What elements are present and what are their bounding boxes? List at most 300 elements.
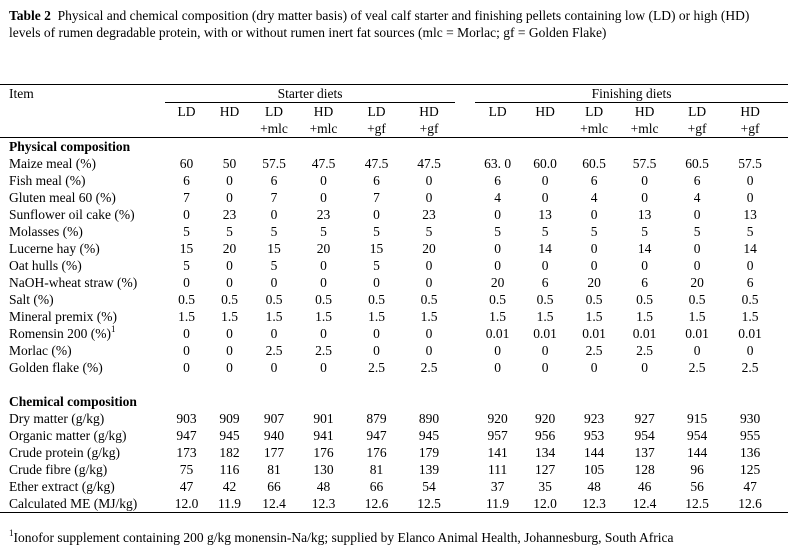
section-row <box>0 138 788 156</box>
finishing-value: 60.0 <box>533 156 557 171</box>
starter-value: 0 <box>373 326 380 341</box>
starter-value: 901 <box>313 411 334 426</box>
starter-column-header: LD <box>265 104 283 119</box>
finishing-value: 0 <box>590 360 598 375</box>
finishing-value: 0 <box>693 258 701 273</box>
column-spacer <box>777 478 788 495</box>
finishing-value: 956 <box>534 428 556 443</box>
finishing-value: 1.5 <box>636 309 654 324</box>
finishing-value: 5 <box>541 224 549 239</box>
finishing-value: 0.01 <box>485 326 510 341</box>
row-label <box>0 478 165 495</box>
table-row <box>0 291 788 308</box>
starter-value: 0 <box>183 275 190 290</box>
column-spacer <box>777 444 788 461</box>
table-label: Table 2 <box>9 8 51 23</box>
starter-value: 50 <box>222 156 237 171</box>
column-gap <box>455 359 475 376</box>
column-gap <box>455 461 475 478</box>
starter-value: 0 <box>320 275 327 290</box>
starter-value: 0 <box>425 326 433 341</box>
starter-value: 0 <box>320 258 327 273</box>
starter-value: 130 <box>313 462 334 477</box>
finishing-value: 954 <box>686 428 708 443</box>
finishing-value: 0 <box>590 258 598 273</box>
starter-value: 0 <box>425 275 433 290</box>
column-spacer <box>777 120 788 138</box>
finishing-value: 5 <box>746 224 754 239</box>
finishing-value: 37 <box>490 479 505 494</box>
starter-value: 5 <box>183 224 190 239</box>
finishing-column-header: LD <box>585 104 604 119</box>
finishing-value: 0 <box>693 343 701 358</box>
finishing-value: 0 <box>494 207 501 222</box>
table-row <box>0 495 788 513</box>
footnote-marker: 1 <box>9 528 14 538</box>
finishing-value: 2.5 <box>585 343 603 358</box>
finishing-value: 2.5 <box>688 360 706 375</box>
finishing-column-header: +gf <box>723 120 777 138</box>
starter-value: 0 <box>226 360 233 375</box>
starter-value: 176 <box>366 445 387 460</box>
row-label <box>0 427 165 444</box>
starter-value: 0 <box>183 343 190 358</box>
starter-value: 139 <box>418 462 440 477</box>
starter-value: 0 <box>226 343 233 358</box>
starter-value: 0 <box>425 173 433 188</box>
finishing-value: 920 <box>487 411 508 426</box>
header-spacer <box>0 120 165 138</box>
blank-row <box>0 376 788 393</box>
table-row <box>0 325 788 342</box>
finishing-value: 12.3 <box>570 495 618 513</box>
column-gap <box>455 342 475 359</box>
starter-value: 0 <box>270 275 278 290</box>
starter-value: 0 <box>226 275 233 290</box>
starter-value: 5 <box>270 224 278 239</box>
row-label <box>0 495 165 513</box>
starter-value: 879 <box>366 411 387 426</box>
finishing-value: 20 <box>490 275 505 290</box>
finishing-column-header: LD <box>488 104 507 119</box>
finishing-column-header: HD <box>634 104 655 119</box>
finishing-column-header: +mlc <box>618 120 671 138</box>
starter-value: 23 <box>222 207 237 222</box>
starter-value: 20 <box>316 241 331 256</box>
starter-value: 909 <box>219 411 240 426</box>
row-label-text: Dry matter (g/kg) <box>9 411 105 426</box>
finishing-value: 0.5 <box>636 292 654 307</box>
starter-value: 907 <box>263 411 285 426</box>
finishing-value: 57.5 <box>632 156 657 171</box>
column-gap <box>455 478 475 495</box>
column-spacer <box>777 359 788 376</box>
column-gap <box>455 291 475 308</box>
starter-value: 5 <box>320 224 327 239</box>
finishing-value: 0.5 <box>688 292 706 307</box>
column-spacer <box>777 325 788 342</box>
finishing-column-header <box>520 120 570 138</box>
starter-value: 947 <box>366 428 387 443</box>
finishing-value: 915 <box>686 411 708 426</box>
finishing-value: 134 <box>534 445 556 460</box>
finishing-value: 56 <box>690 479 704 494</box>
header-spacer <box>0 103 165 121</box>
finishing-value: 4 <box>693 190 701 205</box>
finishing-value: 5 <box>641 224 648 239</box>
table-row <box>0 444 788 461</box>
section-title: Chemical composition <box>9 394 137 409</box>
starter-value: 0 <box>226 190 233 205</box>
column-spacer <box>777 308 788 325</box>
finishing-value: 0 <box>641 258 648 273</box>
starter-value: 6 <box>183 173 190 188</box>
starter-value: 15 <box>267 241 281 256</box>
starter-value: 0 <box>425 258 433 273</box>
finishing-value: 6 <box>494 173 501 188</box>
starter-column-header: +mlc <box>297 120 350 138</box>
table-row <box>0 427 788 444</box>
finishing-column-header: HD <box>740 104 760 119</box>
row-label-text: NaOH-wheat straw (%) <box>9 275 138 290</box>
finishing-value: 1.5 <box>688 309 706 324</box>
starter-value: 7 <box>183 190 190 205</box>
finishing-value: 57.5 <box>738 156 762 171</box>
starter-value: 5 <box>373 224 380 239</box>
finishing-diets-header: Finishing diets <box>475 85 788 103</box>
column-gap <box>455 308 475 325</box>
starter-value: 0 <box>226 258 233 273</box>
column-spacer <box>777 155 788 172</box>
finishing-value: 0 <box>541 360 549 375</box>
starter-value: 941 <box>313 428 334 443</box>
finishing-value: 0.01 <box>738 326 762 341</box>
finishing-value: 0.5 <box>489 292 507 307</box>
starter-column-header: HD <box>419 104 439 119</box>
starter-value: 182 <box>219 445 240 460</box>
starter-value: 66 <box>369 479 384 494</box>
starter-value: 0 <box>183 326 190 341</box>
starter-column-header: LD <box>367 104 386 119</box>
row-label <box>0 410 165 427</box>
starter-value: 5 <box>226 224 233 239</box>
finishing-value: 0 <box>590 207 598 222</box>
table-row <box>0 240 788 257</box>
starter-value: 0 <box>183 360 190 375</box>
starter-column-header <box>165 120 208 138</box>
finishing-value: 0 <box>746 173 754 188</box>
row-label-text: Gluten meal 60 (%) <box>9 190 116 205</box>
finishing-value: 0 <box>641 190 648 205</box>
starter-value: 48 <box>316 479 331 494</box>
table-caption-text: Physical and chemical composition (dry matter basis) of veal calf starter and finishing pellets containing low (LD) or high (HD) levels of rumen degradable protein, with or without rumen inert fat sources (mlc = Morlac; gf = Golden Flake) <box>9 8 750 40</box>
finishing-value: 0.5 <box>536 292 554 307</box>
section-row <box>0 393 788 410</box>
starter-value: 890 <box>418 411 440 426</box>
finishing-value: 0 <box>494 258 501 273</box>
finishing-value: 0 <box>746 343 754 358</box>
column-gap <box>455 189 475 206</box>
starter-value: 0 <box>320 326 327 341</box>
column-gap <box>455 172 475 189</box>
finishing-value: 5 <box>590 224 598 239</box>
finishing-value: 1.5 <box>585 309 603 324</box>
row-label-text: Golden flake (%) <box>9 360 103 375</box>
finishing-value: 0.5 <box>741 292 759 307</box>
table-row <box>0 478 788 495</box>
column-spacer <box>777 427 788 444</box>
starter-value: 179 <box>418 445 440 460</box>
column-spacer <box>777 410 788 427</box>
row-label-text: Crude fibre (g/kg) <box>9 462 108 477</box>
starter-value: 2.5 <box>420 360 438 375</box>
finishing-value: 0.01 <box>582 326 606 341</box>
starter-value: 60 <box>179 156 194 171</box>
finishing-value: 137 <box>634 445 655 460</box>
starter-value: 2.5 <box>368 360 385 375</box>
finishing-value: 20 <box>690 275 704 290</box>
finishing-value: 5 <box>693 224 701 239</box>
starter-value: 47.5 <box>311 156 336 171</box>
starter-value: 903 <box>176 411 197 426</box>
starter-value: 0 <box>270 326 278 341</box>
column-spacer <box>777 461 788 478</box>
row-label <box>0 325 165 342</box>
composition-table <box>0 84 788 513</box>
column-gap <box>455 325 475 342</box>
finishing-column-header: +gf <box>671 120 723 138</box>
section-title: Physical composition <box>9 139 131 154</box>
row-label-text: Salt (%) <box>9 292 54 307</box>
finishing-value: 12.6 <box>723 495 777 513</box>
row-label-text: Morlac (%) <box>9 343 72 358</box>
starter-value: 1.5 <box>178 309 195 324</box>
finishing-value: 6 <box>641 275 648 290</box>
row-label <box>0 308 165 325</box>
starter-value: 20 <box>222 241 237 256</box>
column-header-row-2 <box>0 120 788 138</box>
finishing-value: 4 <box>590 190 598 205</box>
finishing-value: 141 <box>487 445 508 460</box>
column-gap <box>455 223 475 240</box>
starter-value: 81 <box>369 462 384 477</box>
starter-value: 0 <box>226 326 233 341</box>
starter-value: 6 <box>373 173 380 188</box>
finishing-column-header <box>475 120 520 138</box>
row-label-text: Molasses (%) <box>9 224 83 239</box>
starter-value: 47 <box>179 479 194 494</box>
starter-column-header: +gf <box>350 120 403 138</box>
finishing-value: 13 <box>538 207 552 222</box>
finishing-value: 6 <box>590 173 598 188</box>
table-row <box>0 359 788 376</box>
row-label <box>0 240 165 257</box>
starter-value: 12.3 <box>297 495 350 513</box>
starter-value: 0 <box>425 190 433 205</box>
finishing-value: 0 <box>641 173 648 188</box>
finishing-value: 1.5 <box>741 309 759 324</box>
table-row <box>0 189 788 206</box>
starter-value: 0 <box>373 343 380 358</box>
starter-value: 11.9 <box>208 495 251 513</box>
column-spacer <box>777 274 788 291</box>
row-label-text: Maize meal (%) <box>9 156 96 171</box>
finishing-value: 48 <box>587 479 601 494</box>
finishing-value: 0 <box>590 241 598 256</box>
finishing-value: 128 <box>634 462 655 477</box>
group-header-row <box>0 85 788 103</box>
finishing-value: 144 <box>686 445 708 460</box>
finishing-value: 35 <box>538 479 552 494</box>
starter-value: 15 <box>369 241 384 256</box>
starter-value: 176 <box>313 445 334 460</box>
item-header: Item <box>0 85 165 103</box>
starter-value: 7 <box>270 190 278 205</box>
starter-value: 0 <box>373 275 380 290</box>
table-row <box>0 410 788 427</box>
finishing-value: 920 <box>534 411 556 426</box>
starter-diets-header: Starter diets <box>165 85 455 103</box>
column-gap <box>455 257 475 274</box>
column-spacer <box>777 206 788 223</box>
row-label <box>0 444 165 461</box>
column-gap <box>455 444 475 461</box>
row-label <box>0 274 165 291</box>
footnote <box>9 529 779 546</box>
finishing-value: 0 <box>641 360 648 375</box>
finishing-value: 0 <box>541 173 549 188</box>
table-caption <box>9 7 779 41</box>
column-spacer <box>777 257 788 274</box>
finishing-value: 0 <box>746 258 754 273</box>
footnote-text: Ionofor supplement containing 200 g/kg monensin-Na/kg; supplied by Elanco Animal Health, Johannesburg, South Africa <box>13 530 674 545</box>
starter-value: 20 <box>422 241 436 256</box>
finishing-value: 14 <box>637 241 652 256</box>
starter-value: 0 <box>320 360 327 375</box>
finishing-value: 105 <box>583 462 605 477</box>
finishing-value: 930 <box>739 411 761 426</box>
starter-column-header: +mlc <box>251 120 297 138</box>
finishing-value: 20 <box>587 275 601 290</box>
row-label-text: Sunflower oil cake (%) <box>9 207 135 222</box>
starter-value: 12.5 <box>403 495 455 513</box>
finishing-value: 125 <box>739 462 761 477</box>
starter-value: 0.5 <box>265 292 283 307</box>
starter-value: 0.5 <box>178 292 195 307</box>
finishing-value: 111 <box>487 462 508 477</box>
starter-value: 0 <box>226 173 233 188</box>
starter-value: 54 <box>422 479 436 494</box>
starter-value: 0 <box>320 173 327 188</box>
starter-value: 12.4 <box>251 495 297 513</box>
starter-column-header: LD <box>177 104 196 119</box>
starter-column-header: HD <box>219 104 240 119</box>
finishing-value: 0 <box>693 241 701 256</box>
starter-value: 0 <box>183 207 190 222</box>
starter-value: 945 <box>418 428 440 443</box>
table-row <box>0 308 788 325</box>
starter-value: 12.0 <box>165 495 208 513</box>
starter-column-header: HD <box>313 104 334 119</box>
finishing-value: 0 <box>541 190 549 205</box>
starter-value: 75 <box>179 462 194 477</box>
finishing-value: 4 <box>494 190 501 205</box>
starter-value: 6 <box>270 173 278 188</box>
starter-value: 23 <box>316 207 331 222</box>
starter-value: 1.5 <box>368 309 385 324</box>
starter-value: 2.5 <box>265 343 283 358</box>
finishing-value: 63. 0 <box>484 156 512 171</box>
column-spacer <box>777 495 788 513</box>
column-spacer <box>777 291 788 308</box>
table-row <box>0 342 788 359</box>
table-row <box>0 155 788 172</box>
table-row <box>0 274 788 291</box>
finishing-value: 953 <box>583 428 605 443</box>
finishing-value: 14 <box>743 241 757 256</box>
row-label <box>0 206 165 223</box>
starter-value: 12.6 <box>350 495 403 513</box>
starter-value: 0 <box>270 360 278 375</box>
finishing-value: 923 <box>583 411 605 426</box>
column-gap <box>455 240 475 257</box>
row-label <box>0 257 165 274</box>
row-label-text: Oat hulls (%) <box>9 258 82 273</box>
finishing-value: 14 <box>538 241 552 256</box>
starter-value: 5 <box>425 224 433 239</box>
finishing-value: 0.01 <box>632 326 657 341</box>
column-gap <box>455 155 475 172</box>
finishing-value: 6 <box>693 173 701 188</box>
starter-value: 5 <box>183 258 190 273</box>
finishing-value: 13 <box>637 207 652 222</box>
row-label <box>0 461 165 478</box>
starter-value: 81 <box>267 462 281 477</box>
starter-value: 15 <box>179 241 194 256</box>
starter-value: 47.5 <box>417 156 441 171</box>
row-label <box>0 342 165 359</box>
starter-value: 57.5 <box>262 156 286 171</box>
finishing-value: 2.5 <box>636 343 654 358</box>
row-label-text: Ether extract (g/kg) <box>9 479 115 494</box>
finishing-value: 955 <box>739 428 761 443</box>
starter-value: 0 <box>373 207 380 222</box>
starter-value: 1.5 <box>315 309 332 324</box>
starter-value: 0 <box>425 343 433 358</box>
row-label <box>0 223 165 240</box>
table-row <box>0 461 788 478</box>
finishing-value: 12.5 <box>671 495 723 513</box>
finishing-value: 6 <box>541 275 549 290</box>
finishing-value: 0 <box>746 190 754 205</box>
starter-column-header <box>208 120 251 138</box>
finishing-value: 5 <box>494 224 501 239</box>
finishing-value: 60.5 <box>685 156 709 171</box>
table-row <box>0 223 788 240</box>
starter-value: 947 <box>176 428 197 443</box>
column-gap <box>455 120 475 138</box>
starter-value: 0 <box>320 190 327 205</box>
row-label-text: Fish meal (%) <box>9 173 86 188</box>
row-label-text: Romensin 200 (%) <box>9 326 111 341</box>
column-gap <box>455 274 475 291</box>
column-gap <box>455 206 475 223</box>
row-label-text: Calculated ME (MJ/kg) <box>9 496 138 511</box>
column-spacer <box>777 223 788 240</box>
finishing-value: 927 <box>634 411 655 426</box>
finishing-value: 0 <box>494 241 501 256</box>
column-gap <box>455 410 475 427</box>
